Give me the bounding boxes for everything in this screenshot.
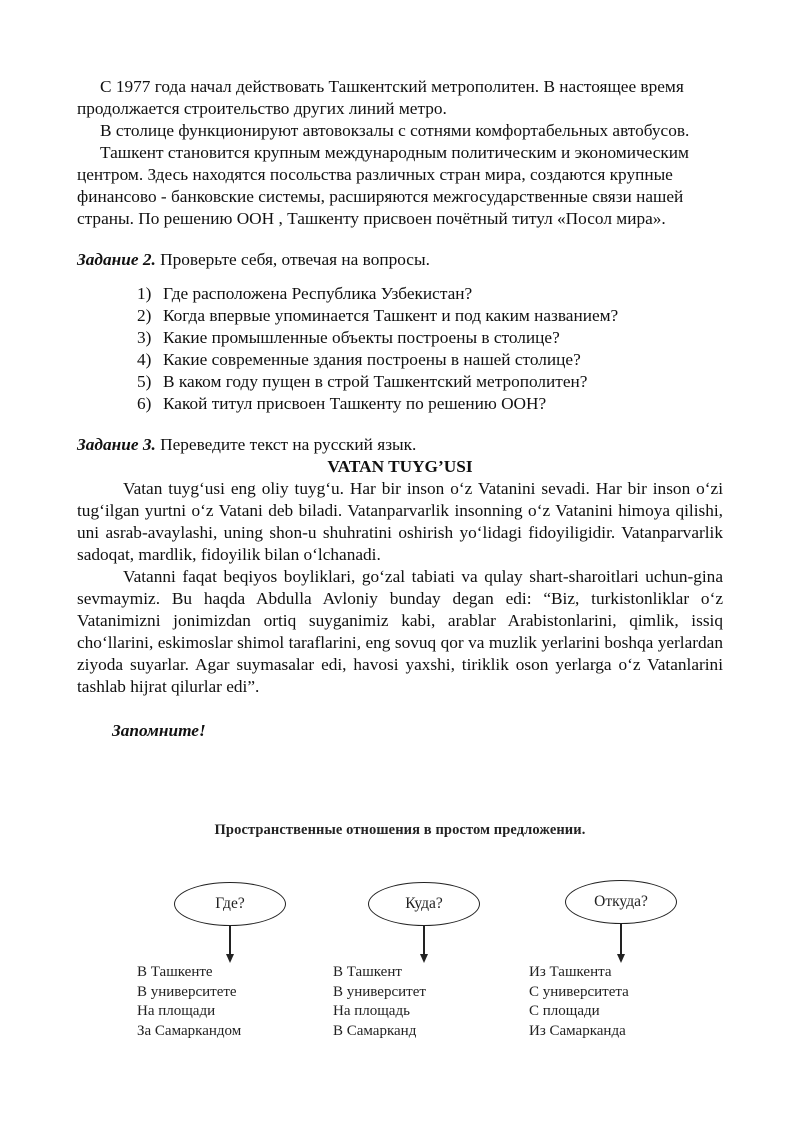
list-item: 2) Когда впервые упоминается Ташкент и под каким названием? [137,306,619,325]
task2-label: Задание 2. [77,250,156,269]
list-item: 6) Какой титул присвоен Ташкенту по решению ООН? [137,394,547,413]
diagram-title: Пространственные отношения в простом предложении. [214,822,586,838]
remember-label: Запомните! [112,721,206,740]
arrow-down-icon [420,954,428,963]
task3-label: Задание 3. [77,435,156,454]
list-item: С университета [529,983,629,1000]
answers-where-from [529,963,629,1041]
list-item: В Ташкенте [137,964,213,980]
answers-where [137,963,241,1041]
uzbek-paragraph-2: Vatanni faqat beqiyos boyliklari, go‘zal tabiati va qulay shart-sharoitlari uchun-gina sevmaymiz. Bu haqda Abdulla Avloniy bunday degan edi: “Biz, turkistonliklar o‘z Vatanimizni jonimizdan ortiq suyganimiz kabi, arablar Arabistonlarini, qimlik, issiq cho‘llarini, eskimoslar shimol taraflarini, eng sovuq qor va muzlik yerlarini boshqa yerlardan ziyoda suyarlar. Agar suymasalar edi, havosi yaxshi, tiriklik oson yerlarga o‘z Vatanlarini tashlab hijrat qilurlar edi”. [77,567,723,696]
question-list [77,283,723,415]
list-item: 1) Где расположена Республика Узбекистан? [137,284,473,303]
list-item: 3) Какие промышленные объекты построены в столице? [137,328,560,347]
uzbek-paragraph-1: Vatan tuyg‘usi eng oliy tuyg‘u. Har bir inson o‘z Vatanini sevadi. Har bir inson o‘zi tug‘ilgan yurtni o‘z Vatani deb biladi. Vatanparvarlik insonning o‘z Vatanini himoya qilishi, uni asrab-avaylashi, uning shon-u shuhratini oshirish yo‘lidagi fidoyiligidir. Vatanparvarlik sadoqat, mardlik, fidoyilik bilan o‘lchanadi. [77,479,723,564]
question-ellipse-where-to: Куда? [368,882,480,926]
list-item: В Ташкент [333,964,402,980]
document-body [77,76,723,742]
task2-text: Проверьте себя, отвечая на вопросы. [155,250,430,269]
arrow-line [620,924,622,956]
arrow-line [229,926,231,956]
paragraph-metro: С 1977 года начал действовать Ташкентский метрополитен. В настоящее время продолжается строительство других линий метро. [77,77,684,118]
paragraph-center: Ташкент становится крупным международным политическим и экономическим центром. Здесь находятся посольства различных стран мира, создаются крупные финансово - банковские системы, расширяются межгосударственные связи нашей страны. По решению ООН , Ташкенту присвоен почётный титул «Посол мира». [77,143,689,228]
arrow-down-icon [617,954,625,963]
arrow-down-icon [226,954,234,963]
list-item: 4) Какие современные здания построены в нашей столице? [137,350,581,369]
arrow-line [423,926,425,956]
list-item: За Самаркандом [137,1022,242,1039]
list-item: На площадь [333,1003,410,1019]
question-ellipse-where-from: Откуда? [565,880,677,924]
answers-where-to [333,963,426,1041]
text-title: VATAN TUYG’USI [327,457,473,476]
task3-text: Переведите текст на русский язык. [155,435,417,454]
question-ellipse-where: Где? [174,882,286,926]
list-item: В университет [333,983,426,1000]
list-item: 5) В каком году пущен в строй Ташкентский метрополитен? [137,372,588,391]
task3-heading [77,434,723,456]
list-item: В Самарканд [333,1022,417,1039]
list-item: В университете [137,983,237,1000]
list-item: На площади [137,1003,216,1019]
paragraph-bus-stations: В столице функционируют автовокзалы с сотнями комфортабельных автобусов. [100,121,690,140]
list-item: Из Самарканда [529,1022,626,1039]
list-item: Из Ташкента [529,964,612,980]
task2-heading [77,249,723,271]
list-item: С площади [529,1003,600,1019]
